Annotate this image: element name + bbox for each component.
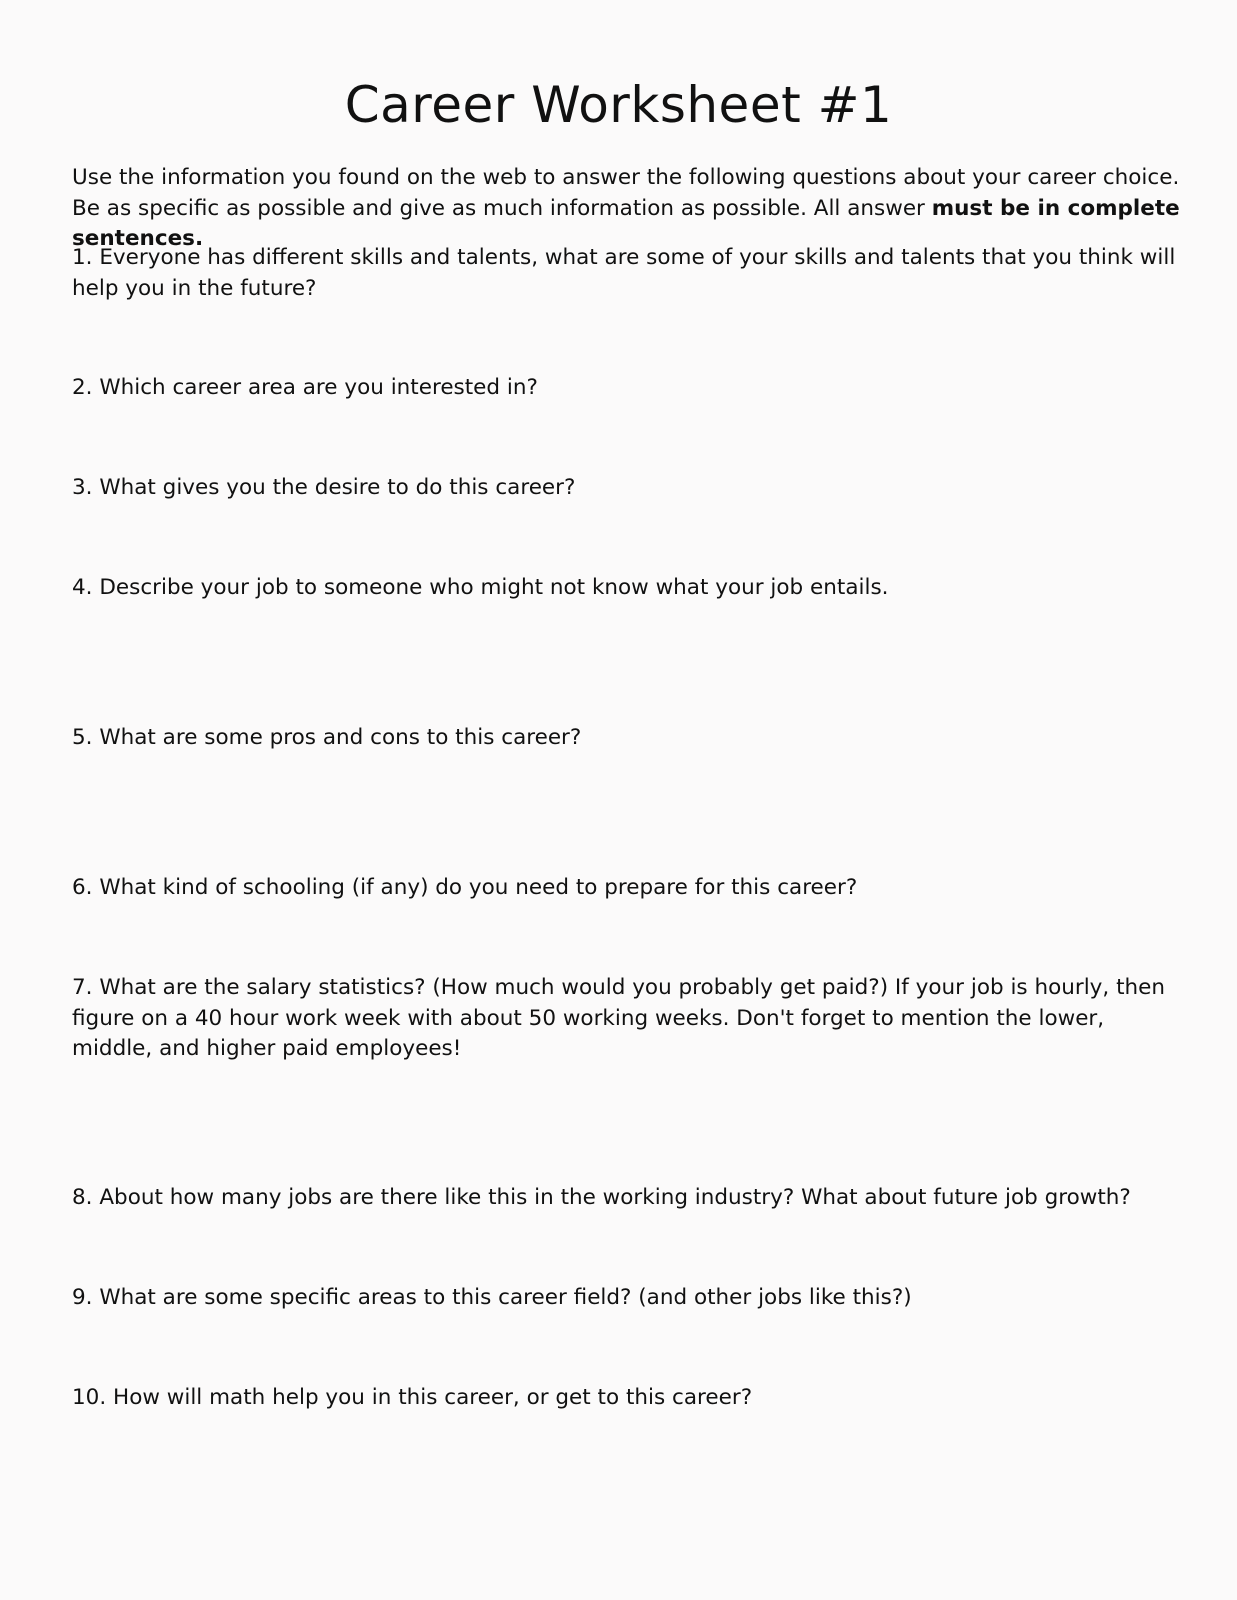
question-6: 6. What kind of schooling (if any) do you need to prepare for this career? [72, 875, 858, 900]
page-title: Career Worksheet #1 [344, 76, 893, 134]
question-1: 1. Everyone has different skills and talents, what are some of your skills and talents that you think will help you in the future? [72, 245, 1176, 301]
question-10: 10. How will math help you in this career, or get to this career? [72, 1385, 753, 1410]
question-3: 3. What gives you the desire to do this career? [72, 475, 576, 500]
instructions-emphasis: must be in complete sentences. [72, 195, 1180, 251]
question-7: 7. What are the salary statistics? (How much would you probably get paid?) If your job is hourly, then figure on a 40 hour work week with about 50 working weeks. Don't forget to mention the lower, middle, and higher paid employees! [72, 975, 1165, 1061]
instructions [72, 163, 1182, 255]
question-5: 5. What are some pros and cons to this career? [72, 725, 582, 750]
question-4: 4. Describe your job to someone who might not know what your job entails. [72, 575, 889, 600]
instructions-text: Use the information you found on the web to answer the following questions about your career choice. Be as specific as possible and give as much information as possible. All answer [72, 165, 1180, 221]
question-9: 9. What are some specific areas to this career field? (and other jobs like this?) [72, 1285, 912, 1310]
question-8: 8. About how many jobs are there like this in the working industry? What about future job growth? [72, 1185, 1131, 1210]
question-2: 2. Which career area are you interested in? [72, 375, 538, 400]
